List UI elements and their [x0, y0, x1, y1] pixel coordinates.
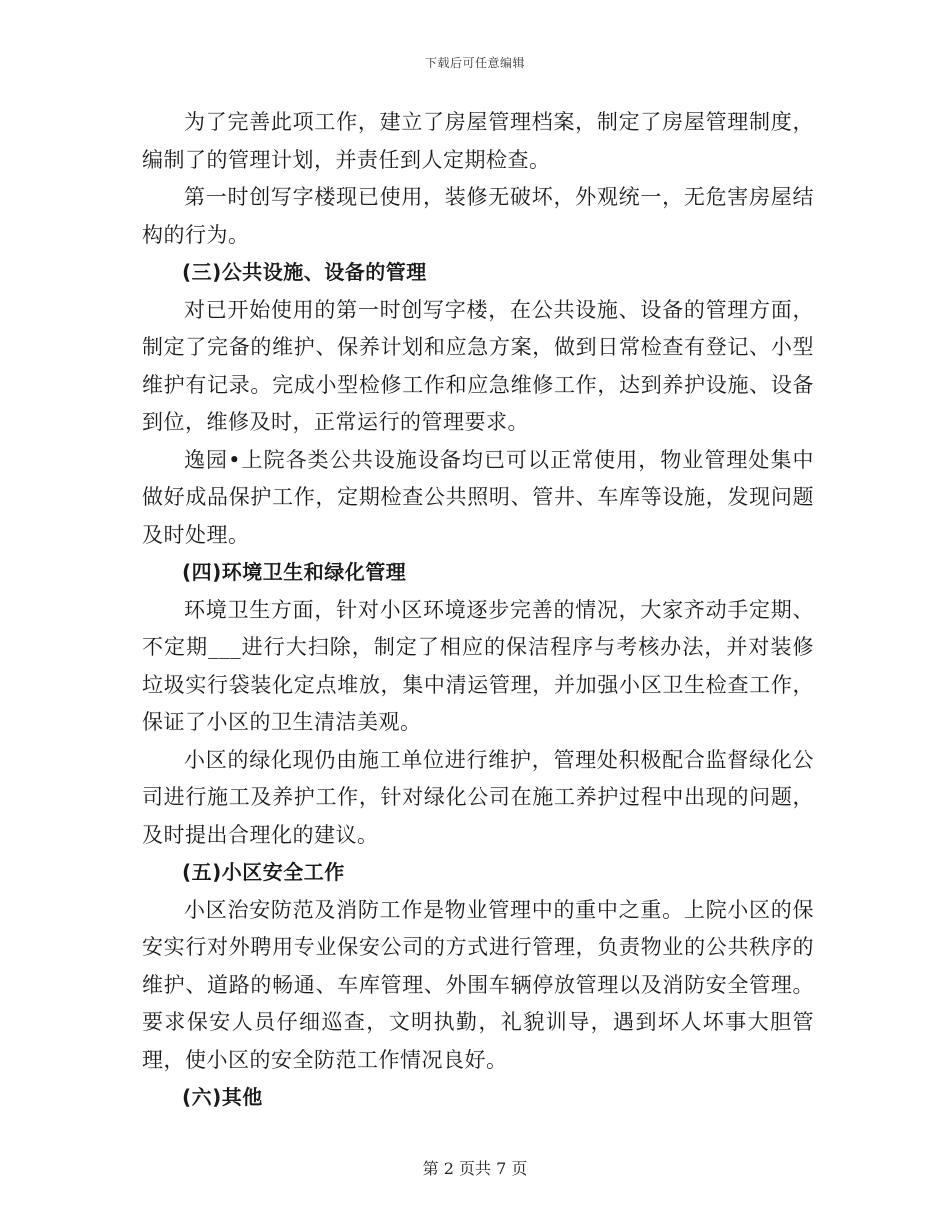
- paragraph: 小区治安防范及消防工作是物业管理中的重中之重。上院小区的保安实行对外聘用专业保安公司的方式进行管理，负责物业的公共秩序的维护、道路的畅通、车库管理、外围车辆停放管理以及消防安全管理。要求保安人员仔细巡查，文明执勤，礼貌训导，遇到坏人坏事大胆管理，使小区的安全防范工作情况良好。: [142, 897, 814, 1072]
- paragraph: 为了完善此项工作，建立了房屋管理档案，制定了房屋管理制度，编制了的管理计划，并责任到人定期检查。: [142, 110, 814, 172]
- section-heading: (六)其他: [182, 1085, 263, 1109]
- header-note: 下载后可任意编辑: [424, 56, 525, 70]
- paragraph: 逸园•上院各类公共设施设备均已可以正常使用，物业管理处集中做好成品保护工作，定期检查公共照明、管井、车库等设施，发现问题及时处理。: [142, 447, 814, 547]
- paragraph: 对已开始使用的第一时创写字楼，在公共设施、设备的管理方面，制定了完备的维护、保养计划和应急方案，做到日常检查有登记、小型维护有记录。完成小型检修工作和应急维修工作，达到养护设施、设备到位，维修及时，正常运行的管理要求。: [142, 297, 814, 434]
- document-body: [142, 104, 814, 1117]
- section-heading: (四)环境卫生和绿化管理: [182, 560, 407, 584]
- paragraph: 环境卫生方面，针对小区环境逐步完善的情况，大家齐动手定期、不定期___进行大扫除，制定了相应的保洁程序与考核办法，并对装修垃圾实行袋装化定点堆放，集中清运管理，并加强小区卫生检查工作，保证了小区的卫生清洁美观。: [142, 597, 814, 734]
- page-number: 第 2 页共 7 页: [422, 1159, 528, 1178]
- paragraph: 小区的绿化现仍由施工单位进行维护，管理处积极配合监督绿化公司进行施工及养护工作，针对绿化公司在施工养护过程中出现的问题，及时提出合理化的建议。: [142, 747, 814, 847]
- section-heading: (三)公共设施、设备的管理: [182, 260, 427, 284]
- paragraph: 第一时创写字楼现已使用，装修无破坏，外观统一，无危害房屋结构的行为。: [142, 185, 814, 247]
- section-heading: (五)小区安全工作: [182, 860, 345, 884]
